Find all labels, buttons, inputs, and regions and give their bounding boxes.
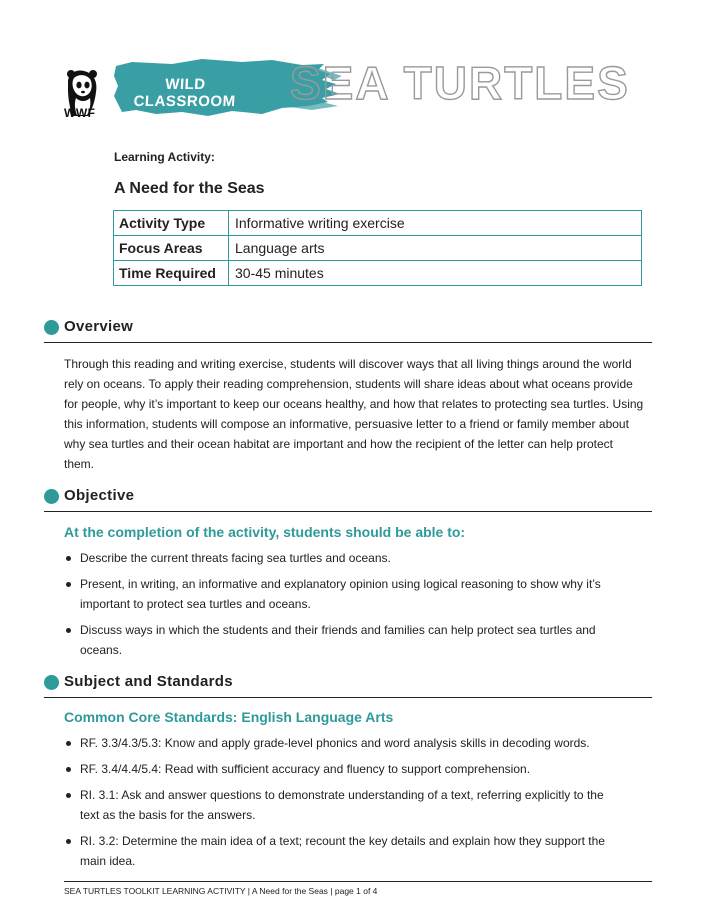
- org-name: WWF: [64, 106, 96, 120]
- section-bullet-icon: [44, 675, 59, 690]
- page-footer: SEA TURTLES TOOLKIT LEARNING ACTIVITY | A Need for the Seas | page 1 of 4: [64, 886, 378, 896]
- learning-activity-label: Learning Activity:: [114, 150, 215, 164]
- page-title: SEA TURTLES: [290, 57, 630, 109]
- detail-key: Time Required: [114, 261, 229, 286]
- section-title: Subject and Standards: [64, 673, 233, 690]
- standards-list: [64, 733, 624, 877]
- table-row: [114, 211, 642, 236]
- detail-value: Informative writing exercise: [229, 211, 642, 236]
- section-bullet-icon: [44, 489, 59, 504]
- objective-section-header: [44, 487, 652, 512]
- footer-divider: [64, 881, 652, 882]
- standards-section-header: [44, 673, 652, 698]
- objective-list: [64, 548, 624, 666]
- detail-key: Activity Type: [114, 211, 229, 236]
- detail-value: 30-45 minutes: [229, 261, 642, 286]
- detail-value: Language arts: [229, 236, 642, 261]
- standards-subheading: Common Core Standards: English Language Arts: [64, 709, 394, 725]
- list-item: RI. 3.1: Ask and answer questions to demonstrate understanding of a text, referring explicitly to the text as the basis for the answers.: [64, 785, 624, 825]
- list-item: Discuss ways in which the students and their friends and families can help protect sea turtles and oceans.: [64, 620, 624, 660]
- list-item: RI. 3.2: Determine the main idea of a text; recount the key details and explain how they support the main idea.: [64, 831, 624, 871]
- list-item: RF. 3.4/4.4/5.4: Read with sufficient accuracy and fluency to support comprehension.: [64, 759, 624, 779]
- section-bullet-icon: [44, 320, 59, 335]
- list-item: RF. 3.3/4.3/5.3: Know and apply grade-level phonics and word analysis skills in decoding words.: [64, 733, 624, 753]
- list-item: Describe the current threats facing sea turtles and oceans.: [64, 548, 624, 568]
- activity-details-table: [113, 210, 642, 286]
- activity-title: A Need for the Seas: [114, 180, 265, 197]
- table-row: [114, 261, 642, 286]
- table-row: [114, 236, 642, 261]
- detail-key: Focus Areas: [114, 236, 229, 261]
- section-title: Overview: [64, 318, 134, 335]
- list-item: Present, in writing, an informative and explanatory opinion using logical reasoning to show why it’s important to protect sea turtles and oceans.: [64, 574, 624, 614]
- overview-paragraph: Through this reading and writing exercise, students will discover ways that all living things around the world rely on oceans. To apply their reading comprehension, students will share ideas about what oceans provide for people, why it’s important to keep our oceans healthy, and how that relates to protecting sea turtles. Using this information, students will compose an informative, persuasive letter to a friend or family member about why sea turtles and their ocean habitat are important and how the recipient of the letter can help protect them.: [64, 357, 644, 471]
- page-header: [62, 56, 630, 126]
- section-title: Objective: [64, 487, 135, 504]
- overview-section-header: [44, 318, 652, 343]
- objective-subheading: At the completion of the activity, students should be able to:: [64, 524, 466, 540]
- brand-label: WILD CLASSROOM: [133, 76, 236, 110]
